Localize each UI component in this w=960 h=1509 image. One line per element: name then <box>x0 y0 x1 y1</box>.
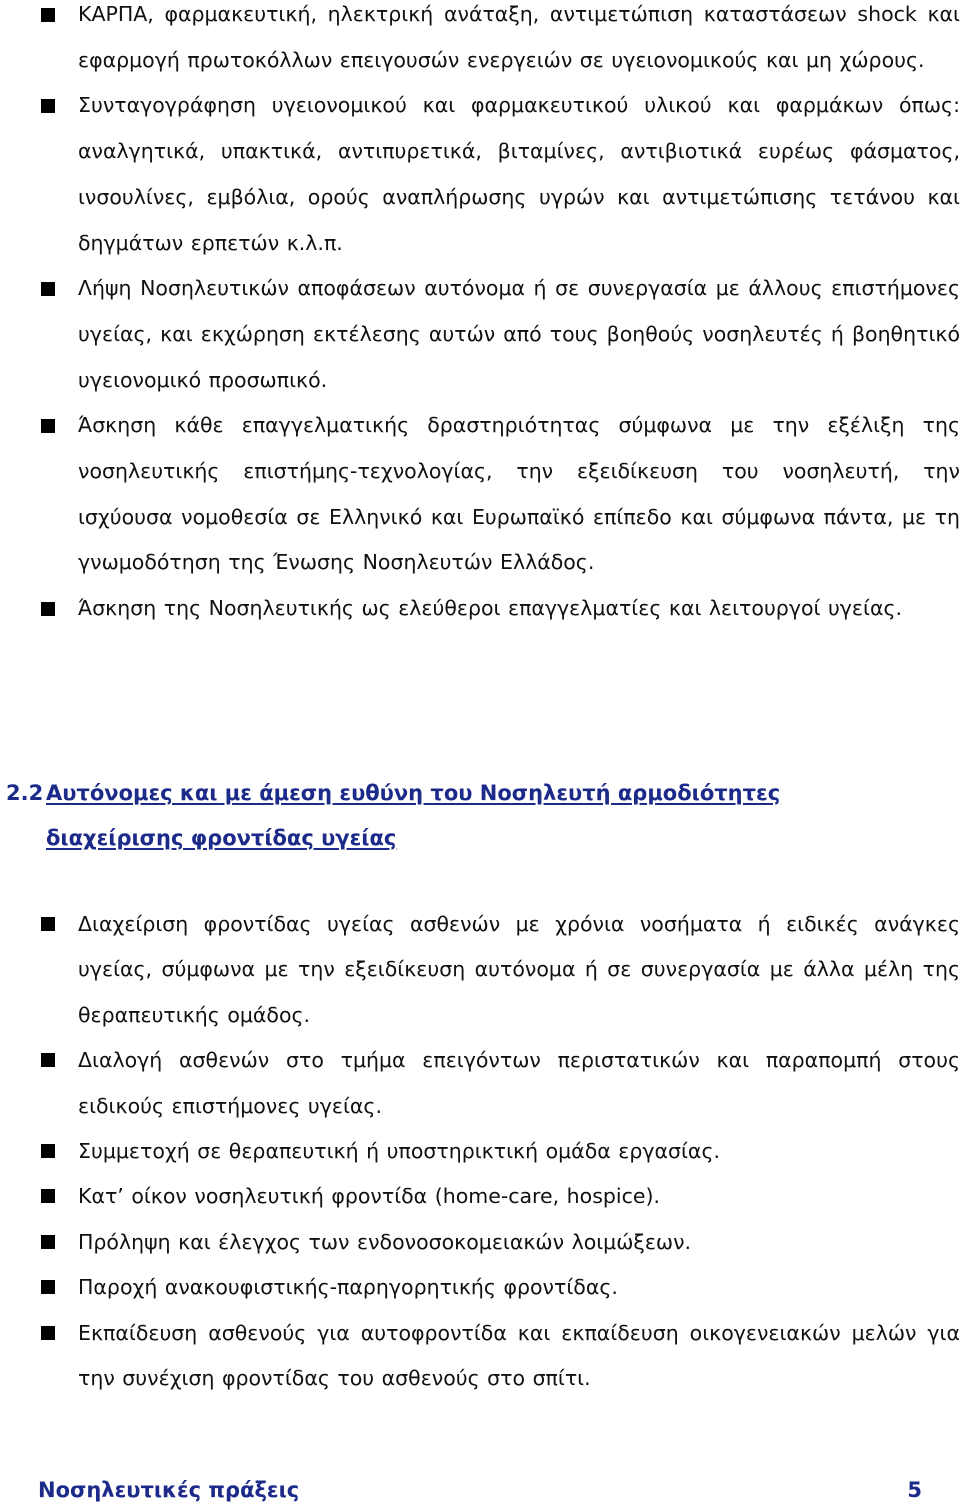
list-item <box>40 1129 960 1174</box>
footer-title: Νοσηλευτικές πράξεις <box>38 1478 300 1502</box>
square-bullet-icon <box>41 99 55 113</box>
list-item <box>40 83 960 266</box>
page-footer <box>0 1476 960 1509</box>
square-bullet-icon <box>41 1144 55 1158</box>
list-item <box>40 0 960 83</box>
list-item-text: Παροχή ανακουφιστικής-παρηγορητικής φροντίδας. <box>78 1275 618 1300</box>
square-bullet-icon <box>41 8 55 22</box>
list-item <box>40 902 960 1038</box>
list-item-text: Άσκηση της Νοσηλευτικής ως ελεύθεροι επαγγελματίες και λειτουργοί υγείας. <box>78 596 903 621</box>
list-item-text: Λήψη Νοσηλευτικών αποφάσεων αυτόνομα ή σε συνεργασία με άλλους επιστήμονες υγείας, και εκχώρηση εκτέλεσης αυτών από τους βοηθούς νοσηλευτές ή βοηθητικό υγειονομικό προσωπικό. <box>78 276 960 392</box>
list-item-text: Διαλογή ασθενών στο τμήμα επειγόντων περιστατικών και παραπομπή στους ειδικούς επιστήμονες υγείας. <box>78 1048 960 1118</box>
list-item-text: Συμμετοχή σε θεραπευτική ή υποστηρικτική ομάδα εργασίας. <box>78 1139 720 1164</box>
square-bullet-icon <box>41 1053 55 1067</box>
page-number: 5 <box>907 1478 922 1502</box>
section-title-continued: διαχείρισης φροντίδας υγείας <box>46 826 397 850</box>
list-item-text: ΚΑΡΠΑ, φαρμακευτική, ηλεκτρική ανάταξη, αντιμετώπιση καταστάσεων shock και εφαρμογή πρωτοκόλλων επειγουσών ενεργειών σε υγειονομικούς και μη χώρους. <box>78 2 960 72</box>
section-title: Αυτόνομες και με άμεση ευθύνη του Νοσηλευτή αρμοδιότητες <box>46 781 781 805</box>
list-item-text: Συνταγογράφηση υγειονομικού και φαρμακευτικού υλικού και φαρμάκων όπως: αναλγητικά, υπακτικά, αντιπυρετικά, βιταμίνες, αντιβιοτικά ευρέως φάσματος, ινσουλίνες, εμβόλια, ορούς αναπλήρωσης υγρών και αντιμετώπισης τετάνου και δηγμάτων ερπετών κ.λ.π. <box>78 93 960 255</box>
list-item-text: Άσκηση κάθε επαγγελματικής δραστηριότητας σύμφωνα με την εξέλιξη της νοσηλευτικής επιστήμης-τεχνολογίας, την εξειδίκευση του νοσηλευτή, την ισχύουσα νομοθεσία σε Ελληνικό και Ευρωπαϊκό επίπεδο και σύμφωνα πάντα, με τη γνωμοδότηση της Ένωσης Νοσηλευτών Ελλάδος. <box>78 413 960 575</box>
competencies-list-2 <box>40 902 960 1401</box>
competencies-list-1 <box>40 0 960 632</box>
list-item <box>40 266 960 403</box>
section-number: 2.2 <box>6 781 44 805</box>
list-item <box>40 1038 960 1129</box>
list-item <box>40 586 960 632</box>
list-item-text: Κατ’ οίκον νοσηλευτική φροντίδα (home-care, hospice). <box>78 1184 660 1209</box>
list-item-text: Πρόληψη και έλεγχος των ενδονοσοκομειακών λοιμώξεων. <box>78 1229 692 1254</box>
square-bullet-icon <box>41 917 55 931</box>
list-item <box>40 1220 960 1265</box>
list-item-text: Εκπαίδευση ασθενούς για αυτοφροντίδα και εκπαίδευση οικογενειακών μελών για την συνέχιση φροντίδας του ασθενούς στο σπίτι. <box>78 1320 960 1391</box>
square-bullet-icon <box>41 1235 55 1249</box>
square-bullet-icon <box>41 602 55 616</box>
square-bullet-icon <box>41 1189 55 1203</box>
list-item <box>40 1174 960 1219</box>
square-bullet-icon <box>41 1326 55 1340</box>
square-bullet-icon <box>41 419 55 433</box>
list-item-text: Διαχείριση φροντίδας υγείας ασθενών με χρόνια νοσήματα ή ειδικές ανάγκες υγείας, σύμφωνα με την εξειδίκευση αυτόνομα ή σε συνεργασία με άλλα μέλη της θεραπευτικής ομάδος. <box>78 912 960 1027</box>
list-item <box>40 1265 960 1310</box>
list-item <box>40 1311 960 1402</box>
square-bullet-icon <box>41 282 55 296</box>
list-item <box>40 403 960 586</box>
square-bullet-icon <box>41 1280 55 1294</box>
